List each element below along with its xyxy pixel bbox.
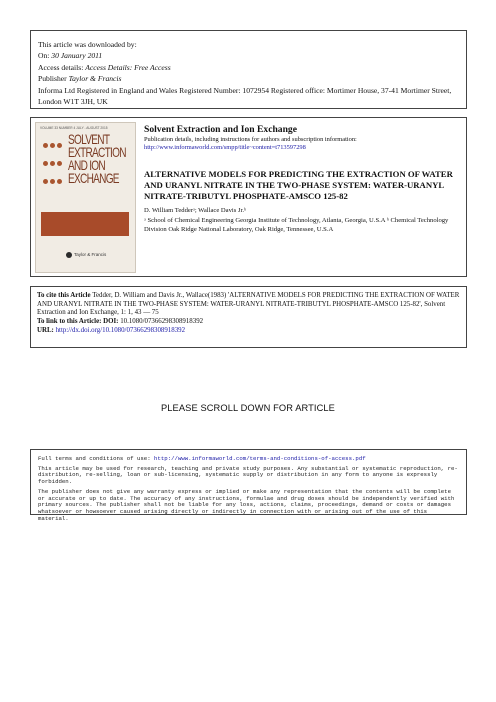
article-authors: D. William Tedderᵃ; Wallace Davis Jr.ᵇ xyxy=(144,207,247,214)
cover-title xyxy=(68,133,126,185)
cover-title-line: SOLVENT xyxy=(68,131,110,147)
citation-box xyxy=(30,286,467,348)
cover-color-band xyxy=(41,212,129,236)
cover-title-line: EXCHANGE xyxy=(68,170,119,186)
terms-box xyxy=(30,449,467,522)
informa-registration: Informa Ltd Registered in England and Wales Registered Number: 1072954 Registered office: Mortimer House, 37-41 Mortimer Street, London W1T 3JH, UK xyxy=(38,85,452,107)
publisher-line xyxy=(38,73,458,84)
article-url-link[interactable]: http://dx.doi.org/10.1080/07366298308918392 xyxy=(55,326,186,334)
download-date xyxy=(38,50,458,61)
terms-usage-paragraph: This article may be used for research, teaching and private study purposes. Any substantial or systematic reproduction, re-distribution, re-selling, loan or sub-licensing, systematic supply or distribution in any form to anyone is expressly forbidden. xyxy=(38,464,458,486)
access-details-value: Access Details: Free Access xyxy=(85,62,171,72)
article-title: ALTERNATIVE MODELS FOR PREDICTING THE EXTRACTION OF WATER AND URANYL NITRATE IN THE TWO-PHASE SYSTEM: WATER-URANYL NITRATE-TRIBUTYL PHOSPHATE-AMSCO 125-82 xyxy=(144,169,453,202)
publisher-logo-icon xyxy=(66,252,72,258)
access-details xyxy=(38,62,458,73)
citation-paragraph xyxy=(37,292,460,318)
cover-title-line: EXTRACTION xyxy=(68,144,126,160)
doi-value: 10.1080/07366298308918392 xyxy=(120,318,204,326)
terms-disclaimer-paragraph: The publisher does not give any warranty express or implied or make any representation that the contents will be complete or accurate or up to date. The accuracy of any instructions, formulae and drug doses should be independently verified with primary sources. The publisher shall not be liable for any loss, actions, claims, proceedings, demand or costs or damages whatsoever or howsoever caused arising directly or indirectly in connection with or arising out of the use of this material. xyxy=(38,487,455,522)
doi-label: To link to this Article: DOI: xyxy=(37,318,121,326)
download-date-value: 30 January 2011 xyxy=(51,51,103,61)
download-date-label: On: xyxy=(38,51,52,61)
journal-cover-image xyxy=(35,122,136,273)
scroll-notice: PLEASE SCROLL DOWN FOR ARTICLE xyxy=(160,403,335,413)
terms-link[interactable]: http://www.informaworld.com/terms-and-conditions-of-access.pdf xyxy=(154,455,366,462)
url-label: URL: xyxy=(37,326,56,334)
cover-title-line: AND ION xyxy=(68,157,105,173)
journal-title: Solvent Extraction and Ion Exchange xyxy=(144,124,297,135)
cover-publisher xyxy=(66,252,106,258)
downloaded-by: This article was downloaded by: xyxy=(38,40,137,49)
terms-intro xyxy=(38,456,460,463)
cover-dots-decoration xyxy=(42,136,64,190)
access-details-label: Access details: xyxy=(38,62,86,72)
journal-publication-details: Publication details, including instructions for authors and subscription information: xyxy=(144,136,357,143)
download-info-box xyxy=(30,30,467,109)
publisher-label: Publisher xyxy=(38,74,69,84)
publisher-value: Taylor & Francis xyxy=(68,74,122,84)
journal-link[interactable]: http://www.informaworld.com/smpp/title~content=t713597298 xyxy=(144,144,306,151)
cite-label: To cite this Article xyxy=(37,292,93,299)
doi-line xyxy=(37,318,460,327)
author-affiliations: ᵃ School of Chemical Engineering Georgia Institute of Technology, Atlanta, Georgia, U.S.A ᵇ Chemical Technology Division Oak Ridge National Laboratory, Oak Ridge, Tennessee, U.S.A xyxy=(144,217,449,233)
url-line xyxy=(37,327,460,336)
article-info-box xyxy=(30,117,467,277)
cover-publisher-name: Taylor & Francis xyxy=(74,252,107,258)
terms-intro-label: Full terms and conditions of use: xyxy=(38,455,155,462)
cite-text: Tedder, D. William and Davis Jr., Wallace(1983) 'ALTERNATIVE MODELS FOR PREDICTING THE EXTRACTION OF WATER AND URANYL NITRATE IN THE TWO-PHASE SYSTEM: WATER-URANYL NITRATE-TRIBUTYL PHOSPHATE-AMSCO 125-82', Solvent Extraction and Ion Exchange, 1: 1, 43 — 75 xyxy=(37,292,460,317)
cover-issue-line: VOLUME 33 NUMBER 4 JULY - AUGUST 2015 xyxy=(40,126,108,130)
